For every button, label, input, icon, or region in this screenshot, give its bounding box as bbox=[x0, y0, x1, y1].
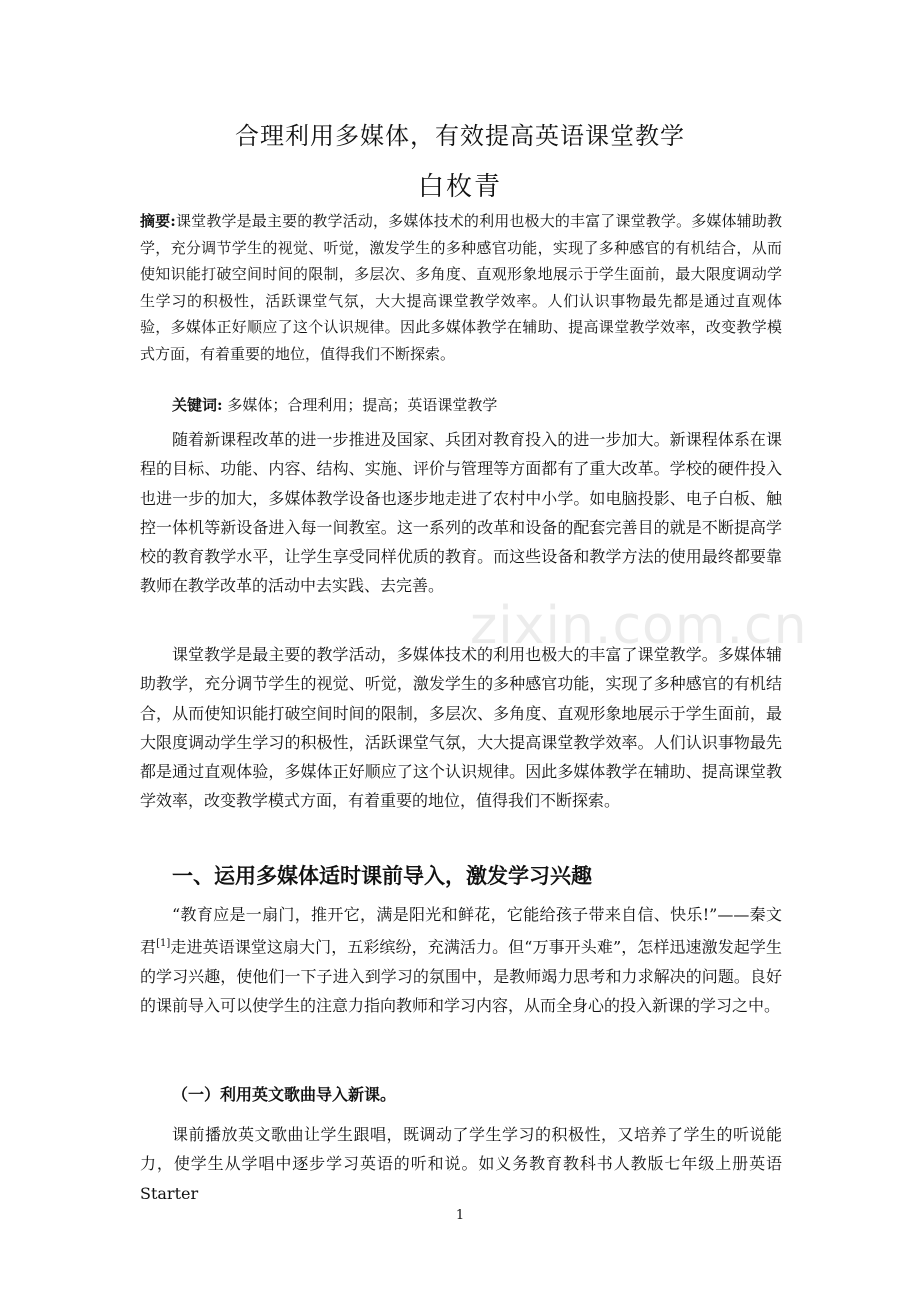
keywords bbox=[172, 392, 782, 418]
abstract-label: 摘要: bbox=[140, 212, 176, 230]
keywords-label: 关键词: bbox=[172, 396, 223, 414]
citation-ref: [1] bbox=[156, 938, 171, 950]
paragraph-3-rest: 走进英语课堂这扇大门，五彩缤纷，充满活力。但“万事开头难”，怎样迅速激发起学生的学习兴趣，使他们一下子进入到学习的氛围中，是教师竭力思考和力求解决的问题。良好的课前导入可以使学生的注意力指向教师和学习内容，从而全身心的投入新课的学习之中。 bbox=[140, 937, 782, 1016]
section-heading-1: 一、运用多媒体适时课前导入，激发学习兴趣 bbox=[172, 864, 592, 888]
author-name: 白枚青 bbox=[417, 172, 502, 202]
paragraph-1: 随着新课程改革的进一步推进及国家、兵团对教育投入的进一步加大。新课程体系在课程的目标、功能、内容、结构、实施、评价与管理等方面都有了重大改革。学校的硬件投入也进一步的加大，多媒体教学设备也逐步地走进了农村中小学。如电脑投影、电子白板、触控一体机等新设备进入每一间教室。这一系列的改革和设备的配套完善目的就是不断提高学校的教育教学水平，让学生享受同样优质的教育。而这些设备和教学方法的使用最终都要靠教师在教学改革的活动中去实践、去完善。 bbox=[140, 430, 782, 596]
page-number: 1 bbox=[455, 1208, 465, 1223]
keywords-text: 多媒体；合理利用；提高；英语课堂教学 bbox=[227, 396, 498, 414]
paragraph-3-quote: “教育应是一扇门，推开它，满是阳光和鲜花，它能给孩子带来自信、快乐!”——秦文君 bbox=[140, 905, 782, 957]
abstract-text: 课堂教学是最主要的教学活动，多媒体技术的利用也极大的丰富了课堂教学。多媒体辅助教学，充分调节学生的视觉、听觉，激发学生的多种感官功能，实现了多种感官的有机结合，从而使知识能打破空间时间的限制，多层次、多角度、直观形象地展示于学生面前，最大限度调动学生学习的积极性，活跃课堂气氛，大大提高课堂教学效率。人们认识事物最先都是通过直观体验，多媒体正好顺应了这个认识规律。因此多媒体教学在辅助、提高课堂教学效率，改变教学模式方面，有着重要的地位，值得我们不断探索。 bbox=[140, 212, 782, 363]
subsection-heading-1: （一）利用英文歌曲导入新课。 bbox=[172, 1085, 397, 1104]
document-title: 合理利用多媒体，有效提高英语课堂教学 bbox=[235, 122, 685, 150]
paragraph-4: 课前播放英文歌曲让学生跟唱，既调动了学生学习的积极性，又培养了学生的听说能力，使学生从学唱中逐步学习英语的听和说。如义务教育教科书人教版七年级上册英语Starter bbox=[140, 1125, 782, 1203]
paragraph-3 bbox=[140, 900, 782, 1021]
watermark: zixin.com.cn bbox=[470, 596, 808, 656]
paragraph-2: 课堂教学是最主要的教学活动，多媒体技术的利用也极大的丰富了课堂教学。多媒体辅助教学，充分调节学生的视觉、听觉，激发学生的多种感官功能，实现了多种感官的有机结合，从而使知识能打破空间时间的限制，多层次、多角度、直观形象地展示于学生面前，最大限度调动学生学习的积极性，活跃课堂气氛，大大提高课堂教学效率。人们认识事物最先都是通过直观体验，多媒体正好顺应了这个认识规律。因此多媒体教学在辅助、提高课堂教学效率，改变教学模式方面，有着重要的地位，值得我们不断探索。 bbox=[140, 645, 782, 811]
abstract bbox=[140, 208, 782, 368]
